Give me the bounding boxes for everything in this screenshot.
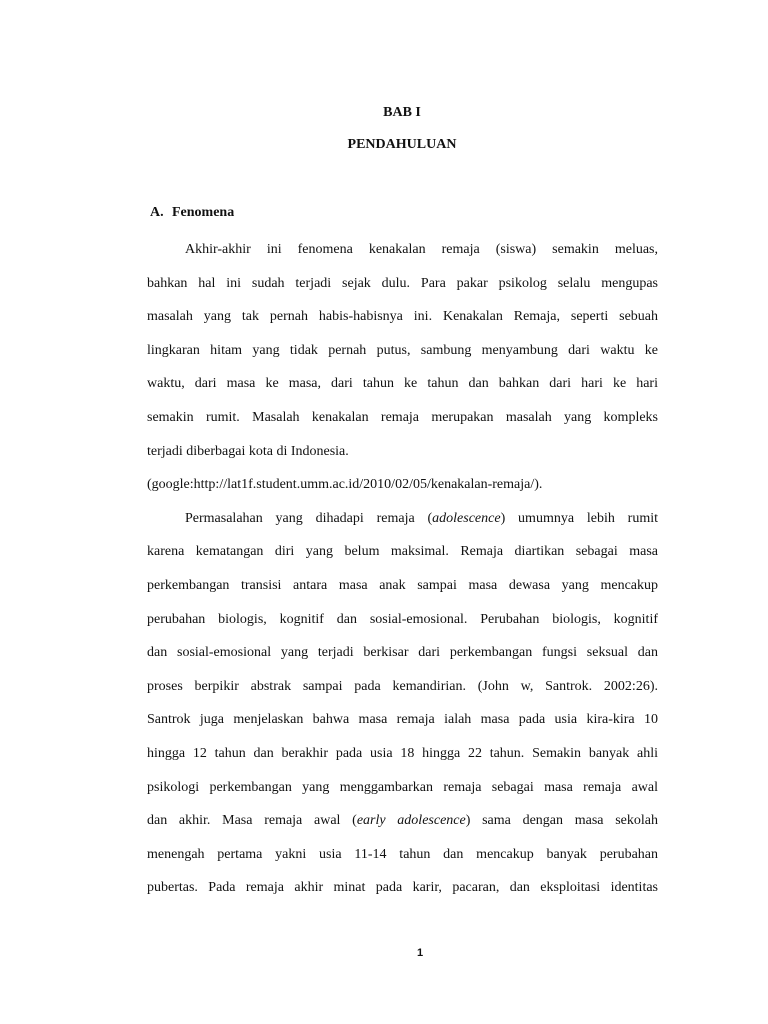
paragraph-line: waktu, dari masa ke masa, dari tahun ke tahun dan bahkan dari hari ke hari [147, 376, 658, 392]
italic-term: adolescence [432, 510, 501, 526]
paragraph-line: karena kematangan diri yang belum maksimal. Remaja diartikan sebagai masa [147, 544, 658, 560]
paragraph-line: bahkan hal ini sudah terjadi sejak dulu. Para pakar psikolog selalu mengupas [147, 275, 658, 291]
chapter-label: BAB I [383, 105, 421, 120]
paragraph-line: proses berpikir abstrak sampai pada kemandirian. (John w, Santrok. 2002:26). [147, 678, 658, 694]
paragraph-line: masalah yang tak pernah habis-habisnya ini. Kenakalan Remaja, seperti sebuah [147, 309, 658, 325]
paragraph-line: lingkaran hitam yang tidak pernah putus, sambung menyambung dari waktu ke [147, 342, 658, 358]
paragraph-line: semakin rumit. Masalah kenakalan remaja merupakan masalah yang kompleks [147, 409, 658, 425]
paragraph-line [147, 502, 658, 536]
italic-term: early adolescence [356, 813, 466, 829]
page-number: 1 [416, 947, 424, 959]
body-text [147, 233, 658, 905]
paragraph-line: psikologi perkembangan yang menggambarkan remaja sebagai masa remaja awal [147, 779, 658, 795]
paragraph-line: Santrok juga menjelaskan bahwa masa remaja ialah masa pada usia kira-kira 10 [147, 712, 658, 728]
paragraph-line: dan sosial-emosional yang terjadi berkisar dari perkembangan fungsi seksual dan [147, 645, 658, 661]
section-title: Fenomena [172, 205, 235, 220]
text-segment: ) sama dengan masa sekolah [465, 813, 658, 829]
citation-line: (google:http://lat1f.student.umm.ac.id/2010/02/05/kenakalan-remaja/). [147, 477, 543, 493]
paragraph-line: Akhir-akhir ini fenomena kenakalan remaja (siswa) semakin meluas, [185, 242, 658, 257]
chapter-title: PENDAHULUAN [347, 137, 457, 152]
paragraph-line: perubahan biologis, kognitif dan sosial-emosional. Perubahan biologis, kognitif [147, 611, 658, 627]
paragraph-line: menengah pertama yakni usia 11-14 tahun dan mencakup banyak perubahan [147, 846, 658, 862]
paragraph-line: pubertas. Pada remaja akhir minat pada karir, pacaran, dan eksploitasi identitas [147, 880, 658, 896]
text-segment: ) umumnya lebih rumit [500, 510, 658, 526]
paragraph-line: hingga 12 tahun dan berakhir pada usia 18 hingga 22 tahun. Semakin banyak ahli [147, 745, 658, 761]
paragraph-line: terjadi diberbagai kota di Indonesia. [147, 443, 349, 459]
paragraph-line [147, 804, 658, 838]
text-segment: dan akhir. Masa remaja awal ( [147, 813, 357, 829]
text-segment: Permasalahan yang dihadapi remaja ( [185, 510, 433, 526]
paragraph-line: perkembangan transisi antara masa anak sampai masa dewasa yang mencakup [147, 577, 658, 593]
section-number: A. [150, 205, 164, 220]
section-heading [150, 205, 234, 221]
